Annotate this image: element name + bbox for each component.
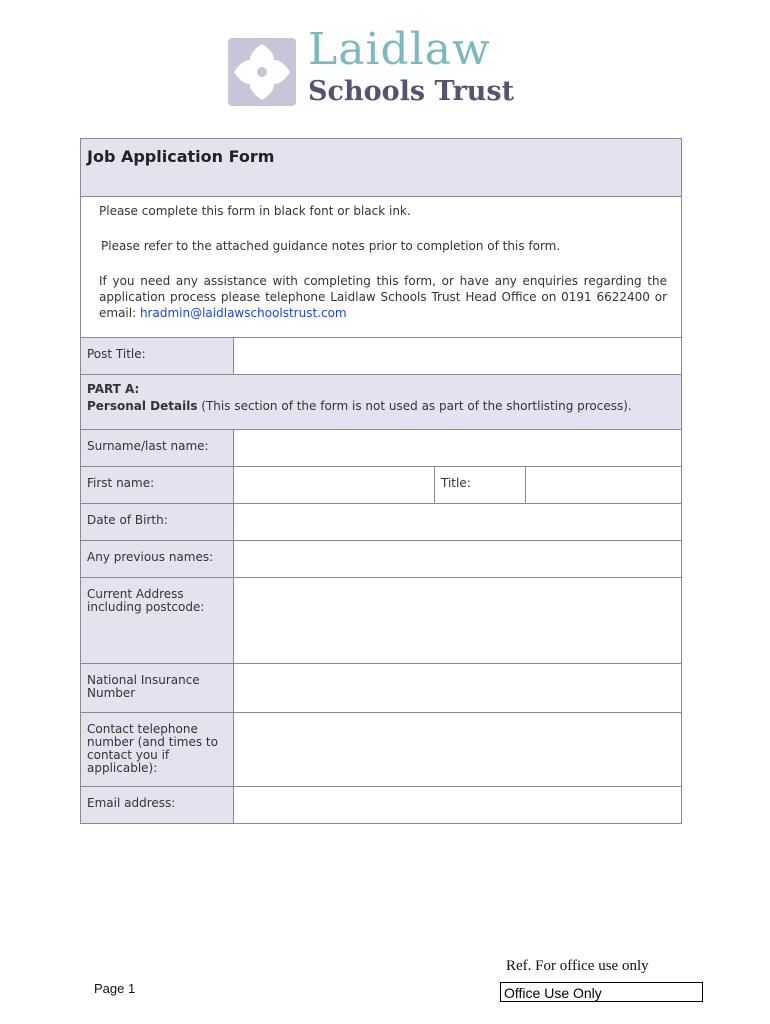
email-label: Email address:: [81, 787, 234, 824]
title-field[interactable]: [526, 467, 682, 504]
dob-label: Date of Birth:: [81, 504, 234, 541]
laidlaw-flower-logo-icon: [226, 36, 298, 108]
hr-email-link[interactable]: hradmin@laidlawschoolstrust.com: [139, 306, 347, 320]
post-title-label: Post Title:: [81, 338, 234, 375]
address-field[interactable]: [234, 578, 682, 664]
logo-wordmark-laidlaw: Laidlaw: [308, 24, 491, 75]
logo-wordmark-schools-trust: Schools Trust: [308, 76, 515, 107]
ni-number-label: National Insurance Number: [81, 664, 234, 713]
part-a-header: [81, 375, 682, 430]
form-instructions: [81, 197, 682, 338]
instruction-ink: Please complete this form in black font or black ink.: [99, 204, 411, 218]
dob-field[interactable]: [234, 504, 682, 541]
post-title-field[interactable]: [234, 338, 682, 375]
office-ref-label: Ref. For office use only: [506, 958, 649, 974]
first-name-label: First name:: [81, 467, 234, 504]
email-field[interactable]: [234, 787, 682, 824]
office-use-box: Office Use Only: [500, 982, 703, 1002]
previous-names-field[interactable]: [234, 541, 682, 578]
job-application-form: [80, 138, 682, 824]
ni-number-field[interactable]: [234, 664, 682, 713]
first-name-field[interactable]: [234, 467, 435, 504]
title-label: Title:: [435, 467, 526, 504]
surname-field[interactable]: [234, 430, 682, 467]
page-number: Page 1: [94, 981, 136, 996]
instruction-assistance: If you need any assistance with completing this form, or have any enquiries regarding the application process please telephone Laidlaw Schools Trust Head Office on 0191 6622400 or email: hradmin@laidlawschoolstrust.com: [99, 274, 667, 320]
telephone-field[interactable]: [234, 713, 682, 787]
part-a-heading: PART A:: [87, 382, 140, 396]
surname-label: Surname/last name:: [81, 430, 234, 467]
instruction-guidance: Please refer to the attached guidance notes prior to completion of this form.: [101, 239, 561, 253]
previous-names-label: Any previous names:: [81, 541, 234, 578]
address-label: Current Address including postcode:: [81, 578, 234, 664]
laidlaw-logo: [226, 24, 546, 110]
part-a-subheading: Personal Details (This section of the form is not used as part of the shortlisting process).: [87, 399, 632, 413]
telephone-label: Contact telephone number (and times to contact you if applicable):: [81, 713, 234, 787]
form-title: Job Application Form: [81, 139, 682, 197]
